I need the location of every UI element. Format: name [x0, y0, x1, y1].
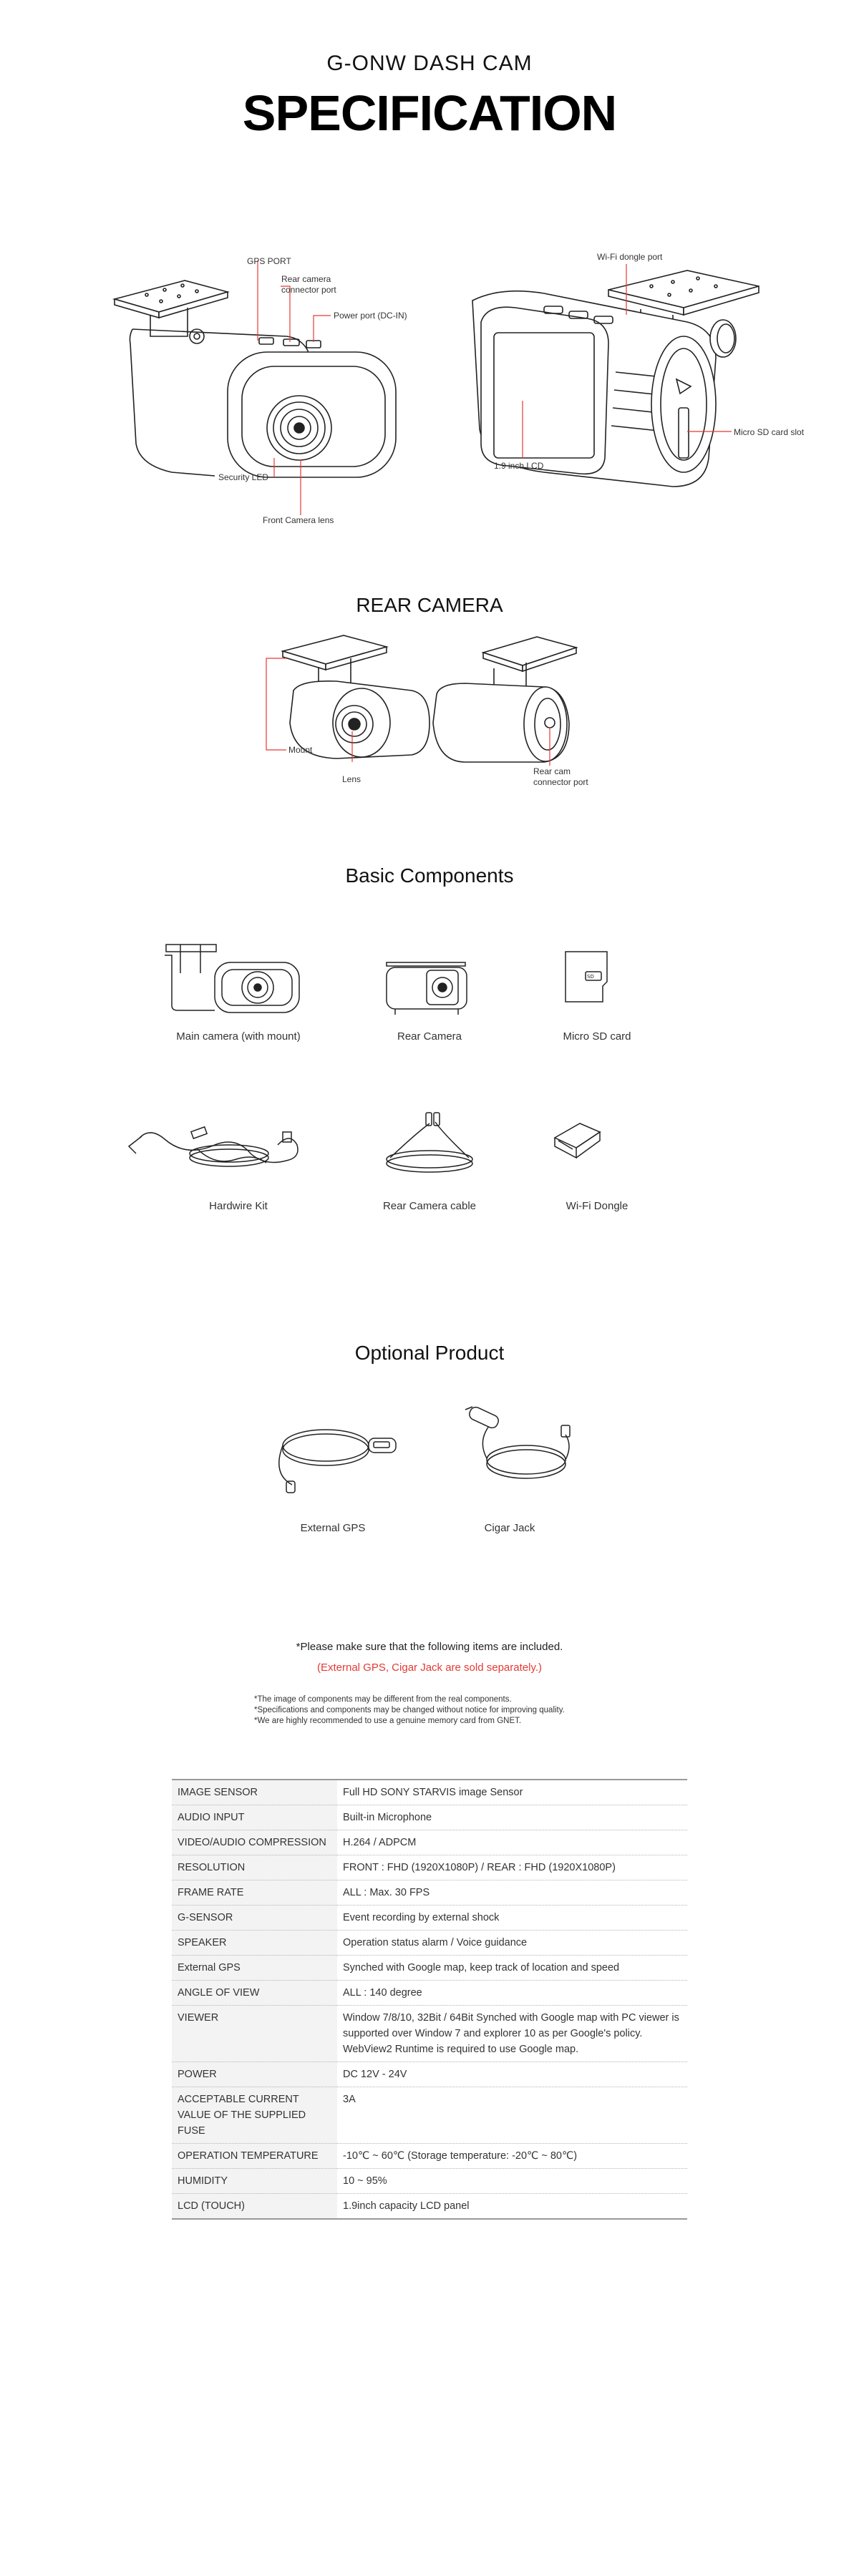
spec-row — [172, 2169, 687, 2194]
spec-row — [172, 2062, 687, 2087]
spec-row — [172, 1855, 687, 1880]
spec-row — [172, 2194, 687, 2220]
spec-row — [172, 1830, 687, 1855]
label-rear-camera-connector: Rear camera connector port — [281, 274, 336, 295]
spec-value: 1.9inch capacity LCD panel — [337, 2194, 687, 2220]
spec-key: SPEAKER — [172, 1931, 337, 1956]
spec-key: POWER — [172, 2062, 337, 2087]
spec-key: LCD (TOUCH) — [172, 2194, 337, 2220]
optional-external-gps: External GPS — [300, 1522, 366, 1534]
label-mount: Mount — [288, 745, 313, 755]
spec-key: AUDIO INPUT — [172, 1805, 337, 1830]
component-micro-sd: Micro SD card — [563, 1030, 631, 1043]
basic-components-title: Basic Components — [345, 864, 514, 887]
spec-row — [172, 1780, 687, 1805]
spec-row — [172, 1981, 687, 2006]
fine-print — [254, 1694, 565, 1727]
spec-key: VIEWER — [172, 2006, 337, 2062]
component-rear-cable: Rear Camera cable — [382, 1200, 477, 1212]
spec-row — [172, 1931, 687, 1956]
spec-value: 3A — [337, 2087, 687, 2144]
spec-key: External GPS — [172, 1956, 337, 1981]
label-lcd: 1.9 inch LCD — [494, 461, 544, 471]
spec-value: Operation status alarm / Voice guidance — [337, 1931, 687, 1956]
spec-key: IMAGE SENSOR — [172, 1780, 337, 1805]
label-security-led: Security LED — [218, 472, 269, 482]
rear-camera-cable-icon — [387, 1113, 472, 1172]
component-rear-camera: Rear Camera — [397, 1030, 462, 1043]
spec-row — [172, 2006, 687, 2062]
external-gps-icon — [279, 1430, 396, 1493]
component-hardwire-kit: Hardwire Kit — [209, 1200, 268, 1212]
label-front-lens: Front Camera lens — [263, 515, 334, 525]
page-subtitle: G-ONW DASH CAM — [326, 52, 533, 75]
label-rear-connector: Rear cam connector port — [533, 766, 588, 787]
spec-value: Built-in Microphone — [337, 1805, 687, 1830]
hardwire-kit-icon — [129, 1127, 298, 1166]
rear-camera-icon — [387, 962, 467, 1015]
spec-key: ACCEPTABLE CURRENT VALUE OF THE SUPPLIED FUSE — [172, 2087, 337, 2144]
basic-components-illustrations — [0, 930, 859, 1231]
svg-text:SD: SD — [587, 974, 594, 980]
fine-print-line: *The image of components may be different from the real components. — [254, 1695, 512, 1704]
spec-value: -10℃ ~ 60℃ (Storage temperature: -20℃ ~ 80℃) — [337, 2144, 687, 2169]
spec-value: Full HD SONY STARVIS image Sensor — [337, 1780, 687, 1805]
spec-key: OPERATION TEMPERATURE — [172, 2144, 337, 2169]
spec-row — [172, 2087, 687, 2144]
spec-row — [172, 2144, 687, 2169]
page-title: SPECIFICATION — [242, 85, 617, 141]
spec-key: VIDEO/AUDIO COMPRESSION — [172, 1830, 337, 1855]
notice-included: *Please make sure that the following items are included. — [296, 1641, 563, 1653]
optional-product-title: Optional Product — [354, 1342, 505, 1364]
spec-value: H.264 / ADPCM — [337, 1830, 687, 1855]
spec-key: FRAME RATE — [172, 1880, 337, 1906]
fine-print-line: *We are highly recommended to use a genuine memory card from GNET. — [254, 1717, 522, 1725]
spec-key: ANGLE OF VIEW — [172, 1981, 337, 2006]
front-camera-illustration — [0, 0, 859, 572]
notice-sold-separately: (External GPS, Cigar Jack are sold separately.) — [316, 1662, 542, 1674]
spec-row — [172, 1956, 687, 1981]
spec-row — [172, 1880, 687, 1906]
label-wifi-port: Wi-Fi dongle port — [597, 252, 663, 262]
cigar-jack-icon — [465, 1405, 570, 1478]
wifi-dongle-icon — [555, 1123, 600, 1158]
spec-key: G-SENSOR — [172, 1906, 337, 1931]
rear-camera-illustration — [0, 615, 859, 801]
spec-row — [172, 1805, 687, 1830]
spec-row — [172, 1906, 687, 1931]
spec-value: Event recording by external shock — [337, 1906, 687, 1931]
spec-value: Window 7/8/10, 32Bit / 64Bit Synched with Google map with PC viewer is supported over Window 7 and explorer 10 as per Google's policy. WebView2 Runtime is required to use Google map. — [337, 2006, 687, 2062]
label-micro-sd-slot: Micro SD card slot — [734, 427, 805, 437]
spec-key: HUMIDITY — [172, 2169, 337, 2194]
spec-key: RESOLUTION — [172, 1855, 337, 1880]
spec-value: ALL : Max. 30 FPS — [337, 1880, 687, 1906]
rear-camera-title: REAR CAMERA — [356, 594, 503, 616]
optional-cigar-jack: Cigar Jack — [484, 1522, 535, 1534]
label-gps-port: GPS PORT — [247, 256, 291, 266]
label-power-port: Power port (DC-IN) — [334, 311, 407, 321]
spec-value: 10 ~ 95% — [337, 2169, 687, 2194]
spec-value: ALL : 140 degree — [337, 1981, 687, 2006]
label-lens: Lens — [342, 774, 361, 784]
fine-print-line: *Specifications and components may be changed without notice for improving quality. — [254, 1706, 565, 1714]
optional-product-illustrations — [0, 1395, 859, 1517]
component-main-camera: Main camera (with mount) — [176, 1030, 301, 1043]
main-camera-icon — [165, 945, 299, 1013]
micro-sd-icon — [566, 952, 607, 1002]
component-wifi-dongle: Wi-Fi Dongle — [566, 1200, 629, 1212]
spec-value: DC 12V - 24V — [337, 2062, 687, 2087]
spec-value: FRONT : FHD (1920X1080P) / REAR : FHD (1920X1080P) — [337, 1855, 687, 1880]
spec-value: Synched with Google map, keep track of location and speed — [337, 1956, 687, 1981]
spec-table — [172, 1779, 687, 2220]
